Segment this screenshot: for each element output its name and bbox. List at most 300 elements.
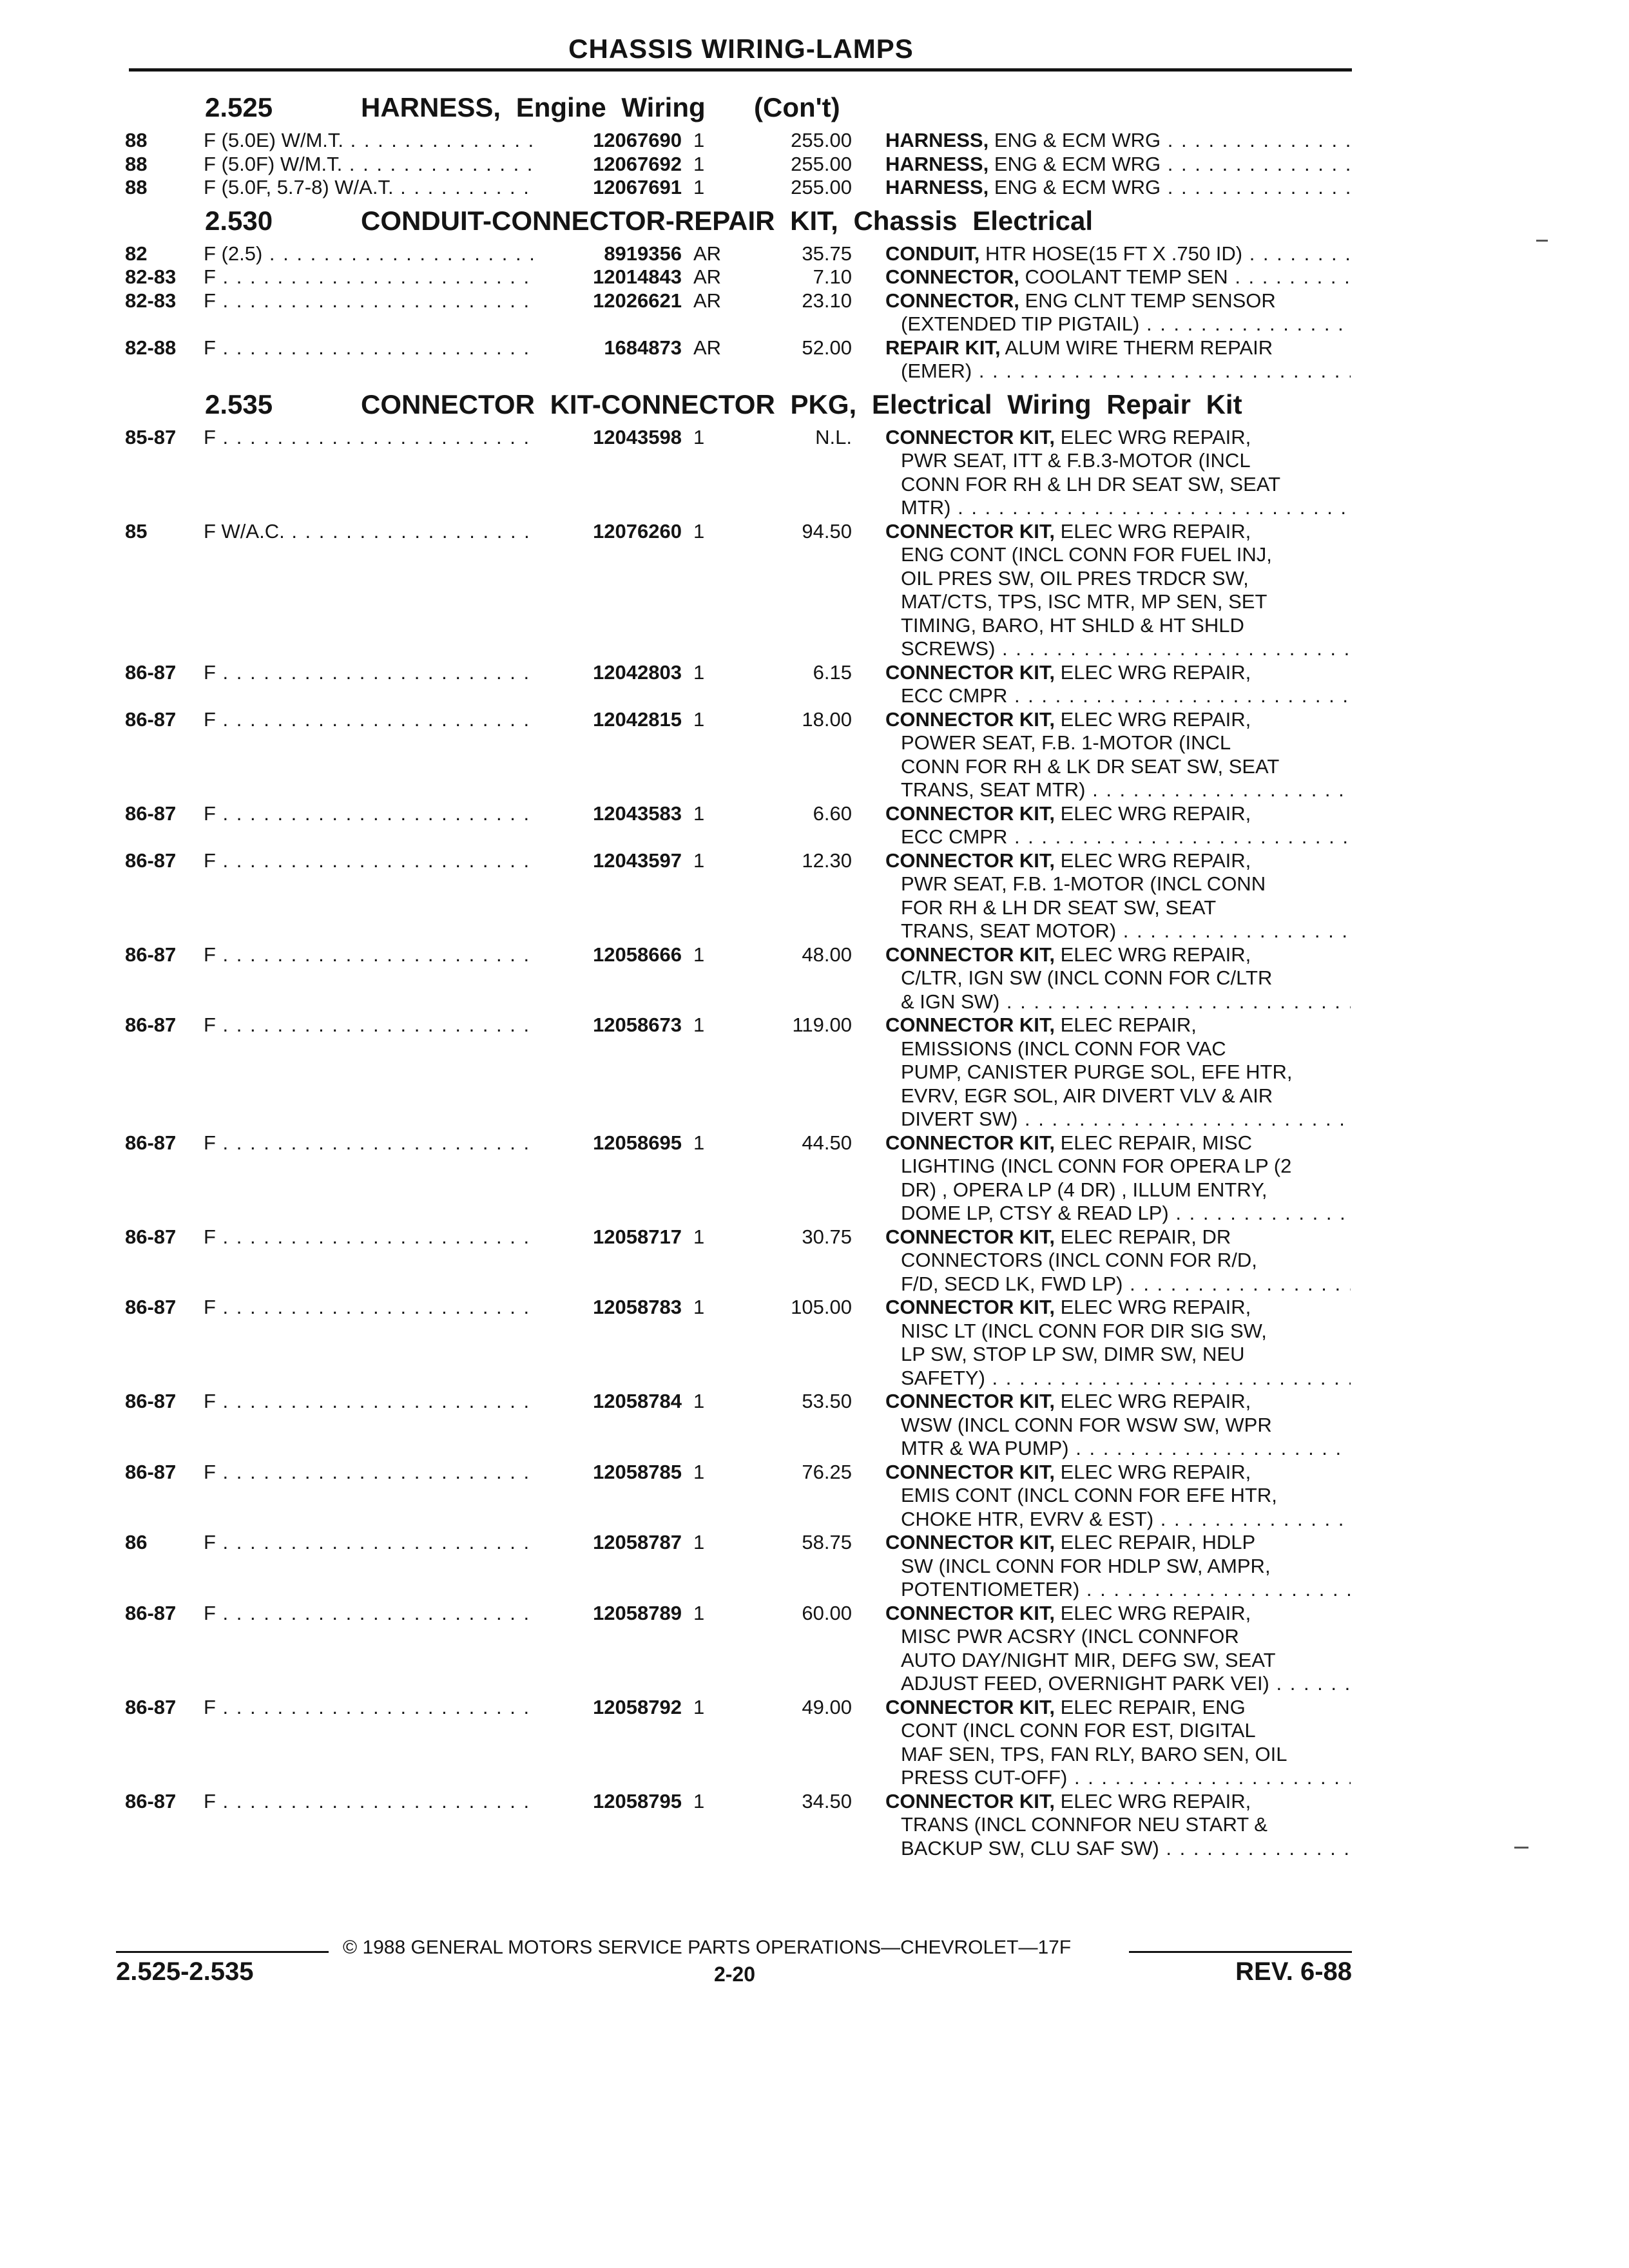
description-text: SCREWS) [901,637,996,660]
part-description [885,1131,1351,1225]
part-number: 12058787 [593,1531,682,1553]
description-line [885,614,1351,638]
model-year: 86-87 [125,943,177,966]
description-line [885,1766,1351,1790]
section-range: 2.525-2.535 [116,1957,254,1986]
description-line [885,289,1351,313]
part-name: HARNESS, [885,152,989,175]
description-line [885,731,1351,755]
part-name: CONNECTOR KIT, [885,1695,1055,1718]
part-row [0,129,1629,153]
part-name: CONNECTOR KIT, [885,1014,1055,1036]
description-text: FOR RH & LH DR SEAT SW, SEAT [901,896,1217,919]
model-year: 86-87 [125,1225,177,1248]
part-name: HARNESS, [885,176,989,198]
part-number: 12058717 [593,1225,682,1248]
part-number: 12076260 [593,519,682,543]
part-row [0,336,1629,383]
quantity: 1 [693,802,705,825]
description-line [885,129,1351,153]
part-name: CONNECTOR KIT, [885,1296,1055,1318]
part-number: 12058792 [593,1695,682,1718]
description-line [885,1249,1351,1273]
model-year: 86 [125,1531,148,1553]
page-footer [0,1933,1629,2023]
part-name: REPAIR KIT, [885,336,1001,359]
model-applicability: F . . . [204,1696,537,1720]
description-line [885,1696,1351,1720]
description-line [885,1437,1351,1461]
part-row [0,1296,1629,1390]
model-year: 86-87 [125,1390,177,1412]
revision-label: REV. 6-88 [1235,1957,1352,1986]
part-row [0,849,1629,943]
quantity: 1 [693,849,705,872]
part-description [885,1602,1351,1696]
part-description [885,1296,1351,1390]
description-text: (EXTENDED TIP PIGTAIL) [901,312,1140,335]
model-applicability: F . . . [204,426,537,450]
description-text: EMIS CONT (INCL CONN FOR EFE HTR, [901,1484,1277,1506]
description-line [885,1414,1351,1437]
description-line [885,1578,1351,1602]
part-description [885,708,1351,802]
part-number: 12043583 [593,802,682,825]
description-text: F/D, SECD LK, FWD LP) [901,1272,1123,1295]
description-line [885,919,1351,943]
description-text: NISC LT (INCL CONN FOR DIR SIG SW, [901,1319,1267,1342]
description-line [885,473,1351,497]
section-heading [0,86,1629,129]
description-text: SW (INCL CONN FOR HDLP SW, AMPR, [901,1554,1271,1577]
model-year: 88 [125,129,148,151]
description-line [885,176,1351,200]
quantity: 1 [693,519,705,543]
description-text: CONT (INCL CONN FOR EST, DIGITAL [901,1719,1256,1742]
description-line [885,449,1351,473]
description-text: BACKUP SW, CLU SAF SW) [901,1836,1159,1860]
quantity: AR [693,336,722,359]
model-applicability: F . . . [204,336,537,360]
part-name: CONNECTOR KIT, [885,1390,1055,1412]
description-line [885,1061,1351,1084]
description-line [885,242,1351,266]
part-row [0,153,1629,177]
description-text: MTR) [901,496,951,519]
part-description [885,1790,1351,1861]
description-line [885,1390,1351,1414]
description-line [885,1131,1351,1155]
part-description [885,1014,1351,1131]
scan-mark [1536,240,1548,242]
model-applicability: F . . . [204,802,537,826]
model-year: 86-87 [125,707,177,731]
section-continued: (Con't) [754,92,840,122]
description-line [885,265,1351,289]
header-rule [129,68,1352,72]
description-text: WSW (INCL CONN FOR WSW SW, WPR [901,1413,1272,1436]
model-year: 86-87 [125,1460,177,1483]
quantity: 1 [693,1601,705,1624]
section-number: 2.530 [205,205,273,236]
section-number: 2.535 [205,389,273,419]
model-year: 85 [125,519,148,543]
part-number: 12014843 [593,265,682,288]
scan-mark [1514,1847,1528,1849]
quantity: 1 [693,1131,705,1154]
part-name: HARNESS, [885,129,989,151]
description-line [885,1084,1351,1108]
part-row [0,520,1629,661]
part-row [0,1602,1629,1696]
description-line [885,1672,1351,1696]
part-row [0,1461,1629,1532]
price: 53.50 [802,1390,852,1412]
description-text: ELEC REPAIR, [1054,1014,1197,1036]
part-description [885,1225,1351,1296]
description-text: ELEC WRG REPAIR, [1054,519,1251,543]
description-line [885,661,1351,685]
model-year: 86-87 [125,1695,177,1718]
description-text: & IGN SW) [901,990,1000,1013]
part-name: CONNECTOR, [885,289,1019,312]
description-line [885,1178,1351,1202]
description-text: CONN FOR RH & LK DR SEAT SW, SEAT [901,754,1280,778]
part-row [0,943,1629,1014]
model-year: 88 [125,176,148,198]
part-row [0,1390,1629,1461]
quantity: 1 [693,943,705,966]
model-applicability: F . . . [204,1014,537,1037]
description-line [885,1602,1351,1626]
quantity: 1 [693,660,705,684]
description-line [885,1296,1351,1320]
quantity: 1 [693,1789,705,1812]
part-row [0,1531,1629,1602]
footer-rule-right [1129,1951,1352,1953]
price: 12.30 [802,849,852,872]
part-description [885,153,1351,177]
quantity: 1 [693,1695,705,1718]
part-description [885,1696,1351,1790]
description-line [885,990,1351,1014]
part-number: 12026621 [593,289,682,312]
part-number: 1684873 [604,336,682,359]
part-name: CONNECTOR KIT, [885,425,1055,448]
description-text: ELEC WRG REPAIR, [1054,1601,1251,1624]
price: 52.00 [802,336,852,359]
model-applicability: F . . . [204,1790,537,1814]
description-text: TIMING, BARO, HT SHLD & HT SHLD [901,613,1244,637]
description-text: EVRV, EGR SOL, AIR DIVERT VLV & AIR [901,1084,1273,1107]
part-row [0,242,1629,266]
description-line [885,426,1351,450]
description-line [885,637,1351,661]
price: 58.75 [802,1531,852,1553]
model-year: 85-87 [125,425,177,448]
description-line [885,684,1351,708]
model-year: 86-87 [125,1296,177,1318]
description-text: ALUM WIRE THERM REPAIR [1000,336,1273,359]
part-description [885,1390,1351,1461]
quantity: 1 [693,1014,705,1036]
description-line [885,1813,1351,1837]
description-line [885,1461,1351,1485]
part-name: CONNECTOR KIT, [885,519,1055,543]
description-line [885,1790,1351,1814]
description-line [885,1108,1351,1131]
price: 48.00 [802,943,852,966]
description-text: MAF SEN, TPS, FAN RLY, BARO SEN, OIL [901,1742,1287,1765]
part-number: 12067690 [593,129,682,151]
description-text: MAT/CTS, TPS, ISC MTR, MP SEN, SET [901,590,1268,613]
quantity: 1 [693,152,705,175]
description-line [885,1625,1351,1649]
quantity: 1 [693,129,705,151]
description-line [885,896,1351,920]
part-row [0,1014,1629,1131]
part-number: 12058783 [593,1296,682,1318]
part-number: 12058673 [593,1014,682,1036]
description-line [885,543,1351,567]
part-row [0,426,1629,520]
description-line [885,825,1351,849]
description-text: (EMER) [901,360,972,382]
description-text: ELEC WRG REPAIR, [1054,1789,1251,1812]
model-year: 86-87 [125,1601,177,1624]
quantity: 1 [693,1460,705,1483]
description-text: PUMP, CANISTER PURGE SOL, EFE HTR, [901,1061,1293,1083]
description-line [885,1343,1351,1367]
model-applicability: F . . . [204,1461,537,1485]
description-text: DOME LP, CTSY & READ LP) [901,1202,1169,1224]
description-text: ENG & ECM WRG [988,152,1161,175]
description-line [885,708,1351,732]
model-applicability: F (5.0F, 5.7-8) W/A.T. . . . [204,176,537,200]
description-line [885,1202,1351,1225]
description-text: ELEC WRG REPAIR, [1054,802,1251,825]
description-text: COOLANT TEMP SEN [1019,265,1228,288]
part-description [885,661,1351,708]
description-line [885,520,1351,544]
description-line [885,1225,1351,1249]
description-line [885,943,1351,967]
price: 119.00 [792,1014,852,1036]
model-applicability: F . . . [204,943,537,967]
description-text: PWR SEAT, ITT & F.B.3-MOTOR (INCL [901,449,1251,472]
page-number: 2-20 [713,1963,756,1986]
price: 44.50 [802,1131,852,1154]
price: 35.75 [802,242,852,265]
description-text: C/LTR, IGN SW (INCL CONN FOR C/LTR [901,966,1273,989]
description-text: ADJUST FEED, OVERNIGHT PARK VEI) [901,1672,1269,1695]
part-number: 12058785 [593,1460,682,1483]
description-text: ELEC WRG REPAIR, [1054,660,1251,684]
part-description [885,289,1351,336]
description-text: POWER SEAT, F.B. 1-MOTOR (INCL [901,731,1231,754]
description-text: ECC CMPR [901,825,1008,848]
description-line [885,1155,1351,1178]
description-text: ELEC WRG REPAIR, [1054,1390,1251,1412]
part-description [885,1461,1351,1532]
description-text: POTENTIOMETER) [901,1578,1080,1600]
part-number: 12042803 [593,660,682,684]
section-number: 2.525 [205,92,273,122]
price: 94.50 [802,519,852,543]
model-year: 86-87 [125,802,177,825]
description-line [885,802,1351,826]
description-text: LIGHTING (INCL CONN FOR OPERA LP (2 [901,1155,1292,1177]
part-number: 8919356 [604,242,682,265]
price: 7.10 [813,265,852,288]
model-applicability: F (5.0F) W/M.T. . . . [204,153,537,177]
part-row [0,289,1629,336]
description-text: ELEC WRG REPAIR, [1054,425,1251,448]
description-line [885,590,1351,614]
description-line [885,360,1351,383]
model-applicability: F . . . [204,289,537,313]
model-applicability: F W/A.C. . . . [204,520,537,544]
section-name: HARNESS, Engine Wiring [361,92,706,122]
description-text: ENG CONT (INCL CONN FOR FUEL INJ, [901,543,1272,566]
description-line [885,1555,1351,1579]
description-line [885,1320,1351,1343]
quantity: AR [693,242,722,265]
description-text: ELEC WRG REPAIR, [1054,1460,1251,1483]
description-text: EMISSIONS (INCL CONN FOR VAC [901,1037,1226,1060]
model-applicability: F . . . [204,661,537,685]
part-number: 12058784 [593,1390,682,1412]
section-heading [0,383,1629,426]
part-name: CONNECTOR, [885,265,1019,288]
model-applicability: F . . . [204,1225,537,1249]
part-description [885,802,1351,849]
model-year: 88 [125,152,148,175]
part-number: 12067692 [593,152,682,175]
part-description [885,426,1351,520]
part-name: CONNECTOR KIT, [885,1225,1055,1248]
model-applicability: F . . . [204,265,537,289]
quantity: 1 [693,425,705,448]
quantity: 1 [693,1531,705,1553]
description-text: HTR HOSE(15 FT X .750 ID) [979,242,1243,265]
description-text: ENG CLNT TEMP SENSOR [1019,289,1276,312]
description-text: ELEC WRG REPAIR, [1054,943,1251,966]
quantity: 1 [693,1225,705,1248]
part-name: CONNECTOR KIT, [885,1601,1055,1624]
description-text: ELEC WRG REPAIR, [1054,849,1251,872]
section-heading [0,200,1629,242]
description-line [885,755,1351,779]
description-line [885,1014,1351,1037]
part-description [885,242,1351,266]
description-line [885,1743,1351,1767]
model-year: 82-88 [125,336,177,359]
part-name: CONNECTOR KIT, [885,1460,1055,1483]
price: 76.25 [802,1460,852,1483]
price: 255.00 [791,152,852,175]
part-number: 12042815 [593,707,682,731]
part-description [885,336,1351,383]
description-text: MTR & WA PUMP) [901,1437,1069,1459]
part-number: 12058795 [593,1789,682,1812]
description-line [885,1649,1351,1673]
model-year: 86-87 [125,1131,177,1154]
description-line [885,1508,1351,1532]
part-description [885,943,1351,1014]
description-text: CHOKE HTR, EVRV & EST) [901,1507,1154,1530]
page-title: CHASSIS WIRING-LAMPS [568,34,914,64]
model-applicability: F (5.0E) W/M.T. . . . [204,129,537,153]
part-row [0,1225,1629,1296]
description-text: ELEC REPAIR, DR [1054,1225,1231,1248]
part-name: CONNECTOR KIT, [885,660,1055,684]
price: 34.50 [802,1789,852,1812]
part-row [0,265,1629,289]
price: N.L. [815,425,852,448]
part-row [0,1131,1629,1225]
description-line [885,336,1351,360]
model-year: 86-87 [125,1789,177,1812]
quantity: AR [693,289,722,312]
part-description [885,265,1351,289]
copyright-notice: © 1988 GENERAL MOTORS SERVICE PARTS OPERATIONS—CHEVROLET—17F [343,1937,1072,1958]
model-applicability: F . . . [204,1296,537,1320]
model-year: 86-87 [125,1014,177,1036]
description-text: CONN FOR RH & LH DR SEAT SW, SEAT [901,472,1281,495]
model-applicability: F (2.5) . . . [204,242,537,266]
section-name: CONDUIT-CONNECTOR-REPAIR KIT, Chassis Electrical [361,205,1093,236]
model-year: 86-87 [125,849,177,872]
part-row [0,1696,1629,1790]
part-row [0,802,1629,849]
description-text: CONNECTORS (INCL CONN FOR R/D, [901,1249,1257,1271]
price: 60.00 [802,1601,852,1624]
footer-rule-left [116,1951,329,1953]
description-text: ELEC WRG REPAIR, [1054,707,1251,731]
model-applicability: F . . . [204,1531,537,1555]
description-line [885,496,1351,520]
model-applicability: F . . . [204,1602,537,1626]
part-row [0,1790,1629,1861]
quantity: 1 [693,707,705,731]
price: 49.00 [802,1695,852,1718]
part-number: 12058695 [593,1131,682,1154]
description-text: SAFETY) [901,1366,985,1389]
description-text: MISC PWR ACSRY (INCL CONNFOR [901,1625,1239,1648]
description-line [885,1837,1351,1861]
part-number: 12058789 [593,1601,682,1624]
part-number: 12067691 [593,176,682,198]
description-line [885,778,1351,802]
description-text: ELEC REPAIR, HDLP [1054,1531,1256,1553]
model-applicability: F . . . [204,708,537,732]
model-year: 82-83 [125,265,177,288]
description-text: ELEC WRG REPAIR, [1054,1296,1251,1318]
model-year: 82 [125,242,148,265]
price: 30.75 [802,1225,852,1248]
description-text: TRANS (INCL CONNFOR NEU START & [901,1813,1268,1836]
part-row [0,176,1629,200]
part-description [885,849,1351,943]
price: 6.60 [813,802,852,825]
price: 105.00 [791,1296,852,1318]
quantity: 1 [693,1390,705,1412]
description-line [885,153,1351,177]
model-applicability: F . . . [204,1390,537,1414]
description-text: AUTO DAY/NIGHT MIR, DEFG SW, SEAT [901,1648,1276,1671]
description-text: ELEC REPAIR, ENG [1054,1695,1246,1718]
